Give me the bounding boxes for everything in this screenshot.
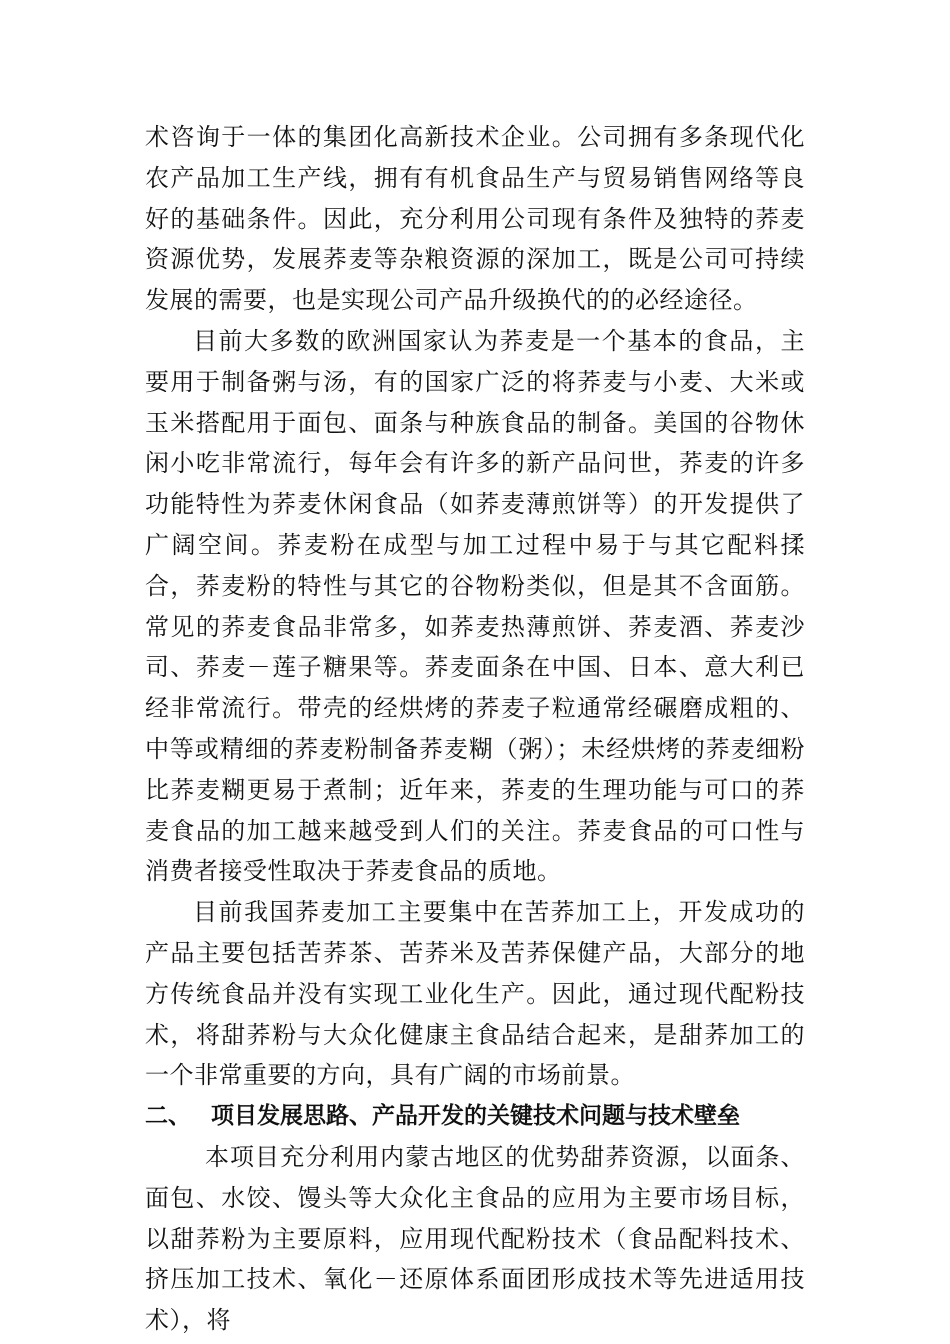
paragraph-buckwheat-abroad: 目前大多数的欧洲国家认为荞麦是一个基本的食品，主要用于制备粥与汤，有的国家广泛的将荞麦与小麦、大米或玉米搭配用于面包、面条与种族食品的制备。美国的谷物休闲小吃非常流行，每年会有许多的新产品问世，荞麦的许多功能特性为荞麦休闲食品（如荞麦薄煎饼等）的开发提供了广阔空间。荞麦粉在成型与加工过程中易于与其它配料揉合，荞麦粉的特性与其它的谷物粉类似，但是其不含面筋。常见的荞麦食品非常多，如荞麦热薄煎饼、荞麦酒、荞麦沙司、荞麦－莲子糖果等。荞麦面条在中国、日本、意大利已经非常流行。带壳的经烘烤的荞麦子粒通常经碾磨成粗的、中等或精细的荞麦粉制备荞麦糊（粥）；未经烘烤的荞麦细粉比荞麦糊更易于煮制；近年来，荞麦的生理功能与可口的荞麦食品的加工越来越受到人们的关注。荞麦食品的可口性与消费者接受性取决于荞麦食品的质地。 (145, 326, 805, 886)
paragraph-project-plan: 本项目充分利用内蒙古地区的优势甜荞资源，以面条、面包、水饺、馒头等大众化主食品的应用为主要市场目标，以甜荞粉为主要原料，应用现代配粉技术（食品配料技术、挤压加工技术、氧化－还原体系面团形成技术等先进适用技术），将 (145, 1142, 805, 1335)
section-number: 二、 (145, 1103, 191, 1130)
paragraph-company-conditions: 术咨询于一体的集团化高新技术企业。公司拥有多条现代化农产品加工生产线，拥有有机食品生产与贸易销售网络等良好的基础条件。因此，充分利用公司现有条件及独特的荞麦资源优势，发展荞麦等杂粮资源的深加工，既是公司可持续发展的需要，也是实现公司产品升级换代的的必经途径。 (145, 123, 805, 315)
document-body (145, 117, 805, 1341)
paragraph-buckwheat-china: 目前我国荞麦加工主要集中在苦荞加工上，开发成功的产品主要包括苦荞茶、苦荞米及苦荞保健产品，大部分的地方传统食品并没有实现工业化生产。因此，通过现代配粉技术，将甜荞粉与大众化健康主食品结合起来，是甜荞加工的一个非常重要的方向，具有广阔的市场前景。 (145, 898, 805, 1090)
section-title: 项目发展思路、产品开发的关键技术问题与技术壁垒 (211, 1103, 740, 1130)
section-heading (145, 1096, 805, 1137)
